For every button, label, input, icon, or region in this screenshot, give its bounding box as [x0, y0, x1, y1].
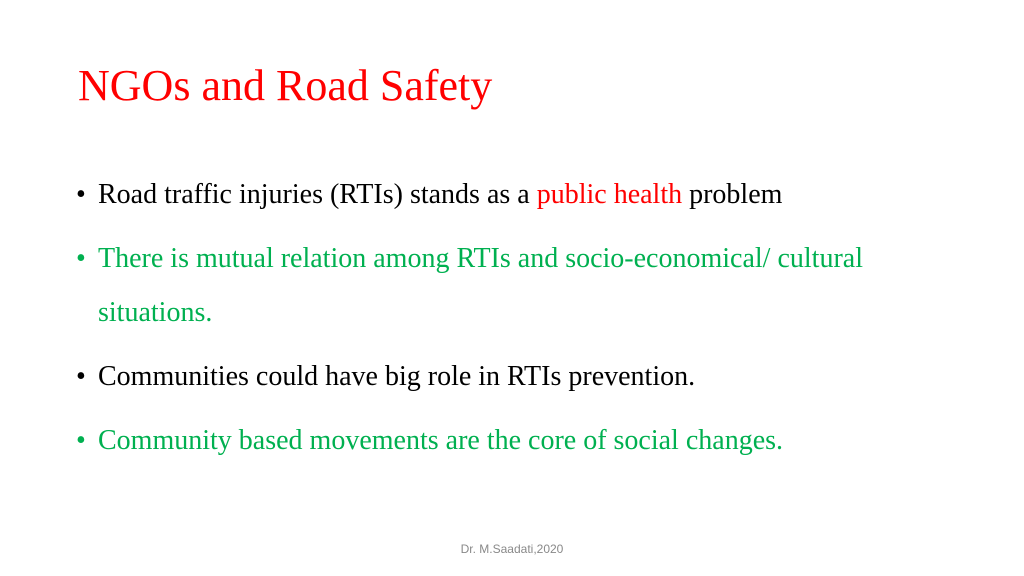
bullet-dot: •	[76, 425, 86, 456]
bullet-item-3	[76, 350, 956, 404]
bullet-dot: •	[76, 243, 86, 274]
bullet-text-pre: Road traffic injuries (RTIs) stands as a	[98, 179, 537, 210]
footer-credit: Dr. M.Saadati,2020	[460, 542, 564, 556]
bullet-text: Community based movements are the core of social changes.	[98, 425, 784, 456]
bullet-list	[76, 168, 956, 478]
bullet-text-post: problem	[682, 179, 783, 210]
slide-title: NGOs and Road Safety	[78, 61, 493, 110]
bullet-text: Communities could have big role in RTIs prevention.	[98, 361, 696, 392]
highlight-text: public health	[536, 179, 683, 210]
bullet-text: There is mutual relation among RTIs and socio-economical/ cultural situations.	[98, 243, 863, 328]
bullet-item-2	[76, 232, 956, 340]
bullet-item-1	[76, 168, 956, 222]
bullet-item-4	[76, 414, 956, 468]
bullet-dot: •	[76, 361, 86, 392]
bullet-dot: •	[76, 179, 86, 210]
